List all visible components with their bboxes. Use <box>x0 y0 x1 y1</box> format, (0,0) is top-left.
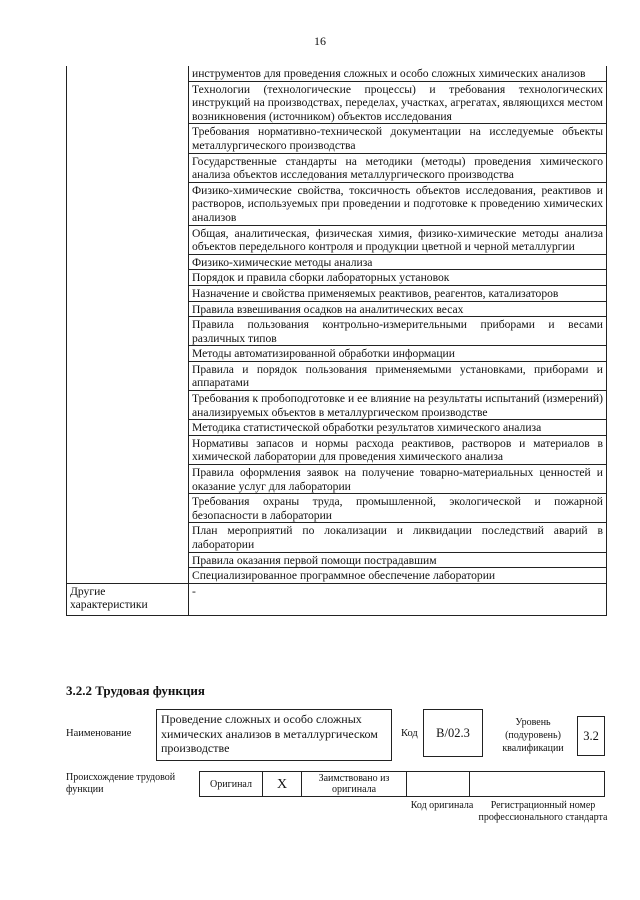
requirement-item: Методика статистической обработки результатов химического анализа <box>189 420 607 436</box>
requirement-item-continued: инструментов для проведения сложных и особо сложных химических анализов <box>189 66 607 81</box>
requirement-item: Правила и порядок пользования применяемыми установками, приборами и аппаратами <box>189 361 607 390</box>
table-row <box>67 66 607 81</box>
function-code-value: B/02.3 <box>423 709 483 757</box>
level-value: 3.2 <box>577 716 605 756</box>
other-characteristics-value: - <box>189 583 607 615</box>
requirement-item: Правила пользования контрольно-измерительными приборами и весами различных типов <box>189 317 607 346</box>
requirement-item: Специализированное программное обеспечение лаборатории <box>189 568 607 584</box>
requirement-item: Технологии (технологические процессы) и требования технологических инструкций на производствах, переделах, участках, агрегатах, являющихся местом возникновения (источником) объектов исследования <box>189 81 607 124</box>
requirement-item: Требования нормативно-технической документации на исследуемые объекты металлургического производства <box>189 124 607 153</box>
origin-row <box>200 771 605 797</box>
requirement-item: Назначение и свойства применяемых реактивов, реагентов, катализаторов <box>189 285 607 301</box>
code-label: Код <box>401 728 418 739</box>
requirement-item: Правила оказания первой помощи пострадавшим <box>189 552 607 568</box>
page-number: 16 <box>314 34 326 48</box>
borrowed-label: Заимствовано из оригинала <box>301 771 407 797</box>
requirement-item: Физико-химические свойства, токсичность объектов исследования, реактивов и растворов, используемых при проведении и подготовке к проведению химических анализов <box>189 182 607 225</box>
reg-number-label: Регистрационный номер профессионального стандарта <box>478 800 608 823</box>
requirement-item: Правила взвешивания осадков на аналитических весах <box>189 301 607 317</box>
reg-number-box <box>469 771 605 797</box>
code-original-box <box>406 771 470 797</box>
name-label: Наименование <box>66 728 132 739</box>
original-label: Оригинал <box>199 771 263 797</box>
other-characteristics-label: Другие характеристики <box>67 583 189 615</box>
level-label: Уровень (подуровень) квалификации <box>502 717 564 754</box>
requirements-label-cell <box>67 66 189 583</box>
requirement-item: Порядок и правила сборки лабораторных установок <box>189 270 607 286</box>
function-name-value: Проведение сложных и особо сложных химических анализов в металлургическом производстве <box>156 709 392 761</box>
section-title: 3.2.2 Трудовая функция <box>66 683 205 698</box>
requirement-item: Требования охраны труда, промышленной, экологической и пожарной безопасности в лаборатории <box>189 494 607 523</box>
code-original-label: Код оригинала <box>410 800 474 811</box>
requirement-item: План мероприятий по локализации и ликвидации последствий аварий в лаборатории <box>189 523 607 552</box>
requirement-item: Методы автоматизированной обработки информации <box>189 346 607 362</box>
requirement-item: Требования к пробоподготовке и ее влияние на результаты испытаний (измерений) анализируемых объектов в металлургическом производстве <box>189 391 607 420</box>
table-row <box>67 583 607 615</box>
origin-label: Происхождение трудовой функции <box>66 772 176 795</box>
requirement-item: Государственные стандарты на методики (методы) проведения химического анализа объектов исследования металлургического производства <box>189 153 607 182</box>
requirement-item: Правила оформления заявок на получение товарно-материальных ценностей и оказание услуг для лаборатории <box>189 465 607 494</box>
original-mark: X <box>262 771 302 797</box>
requirements-table <box>66 66 607 616</box>
requirement-item: Общая, аналитическая, физическая химия, физико-химические методы анализа объектов передельного контроля и продукции цветной и черной металлургии <box>189 225 607 254</box>
requirement-item: Физико-химические методы анализа <box>189 254 607 270</box>
requirement-item: Нормативы запасов и нормы расхода реактивов, растворов и материалов в химической лаборатории для проведения химического анализа <box>189 435 607 464</box>
